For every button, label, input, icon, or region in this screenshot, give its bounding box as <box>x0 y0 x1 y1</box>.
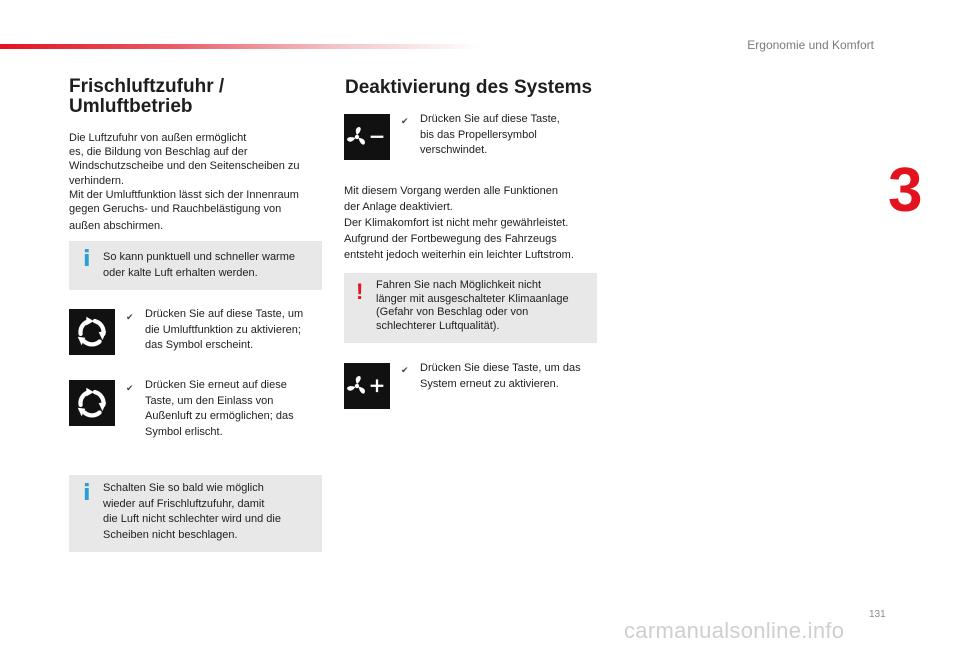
text-line: oder kalte Luft erhalten werden. <box>103 267 258 279</box>
info-box-quick-air <box>69 241 322 290</box>
recirculation-button-image <box>69 380 115 426</box>
text-line: Taste, um den Einlass von <box>145 394 274 407</box>
section-title-deactivation: Deaktivierung des Systems <box>345 77 593 98</box>
text-line: Drücken Sie erneut auf diese <box>145 379 287 391</box>
text-line: Schalten Sie so bald wie möglich <box>103 482 264 494</box>
intro-paragraph <box>69 131 329 233</box>
text-line: Drücken Sie diese Taste, um das <box>420 362 581 374</box>
text-line: Windschutzscheibe und den Seitenscheiben zu <box>69 160 300 173</box>
text-line: Scheiben nicht beschlagen. <box>103 528 238 541</box>
step-activate-recirculation <box>145 307 325 354</box>
text-line: Aufgrund der Fortbewegung des Fahrzeugs <box>344 233 557 245</box>
text-line: außen abschirmen. <box>69 220 164 233</box>
text-line: Außenluft zu ermöglichen; das <box>145 410 294 422</box>
air-recirculation-icon <box>73 384 111 422</box>
check-bullet-icon: ✔ <box>401 116 409 126</box>
step-deactivate <box>420 112 595 159</box>
step-outside-air <box>145 378 325 440</box>
watermark: carmanualsonline.info <box>624 618 845 643</box>
text-line: Mit diesem Vorgang werden alle Funktionen <box>344 185 559 197</box>
check-bullet-icon: ✔ <box>401 365 409 375</box>
fan-minus-icon <box>347 122 387 152</box>
check-bullet-icon: ✔ <box>126 312 134 322</box>
text-line: schlechterer Luftqualität). <box>376 319 500 332</box>
warning-box <box>344 273 597 343</box>
warning-exclamation-icon: ! <box>356 279 364 304</box>
text-line: Drücken Sie auf diese Taste, <box>420 113 560 125</box>
section-title-fresh-air <box>69 77 329 117</box>
info-icon: i <box>83 481 91 506</box>
text-line: wieder auf Frischluftzufuhr, damit <box>103 497 265 510</box>
text-line: die Umluftfunktion zu aktivieren; <box>145 323 301 336</box>
text-line: bis das Propellersymbol <box>420 128 537 141</box>
text-line: gegen Geruchs- und Rauchbelästigung von <box>69 203 282 216</box>
title-line: Umluftbetrieb <box>69 96 193 117</box>
top-accent-bar <box>0 44 480 49</box>
fan-plus-icon <box>347 371 387 401</box>
check-bullet-icon: ✔ <box>126 383 134 393</box>
recirculation-button-image <box>69 309 115 355</box>
fan-minus-button-image <box>344 114 390 160</box>
chapter-number: 3 <box>888 156 923 225</box>
text-line: Mit der Umluftfunktion lässt sich der Innenraum <box>69 188 299 201</box>
text-line: verschwindet. <box>420 144 488 156</box>
fan-plus-button-image <box>344 363 390 409</box>
info-icon: i <box>83 247 91 272</box>
air-recirculation-icon <box>73 313 111 351</box>
text-line: das Symbol erscheint. <box>145 339 254 351</box>
deactivation-paragraph <box>344 183 604 263</box>
text-line: (Gefahr von Beschlag oder von <box>376 306 529 318</box>
text-line: verhindern. <box>69 174 125 187</box>
title-line: Frischluftzufuhr / <box>69 76 225 97</box>
text-line: Die Luftzufuhr von außen ermöglicht <box>69 132 247 144</box>
text-line: Der Klimakomfort ist nicht mehr gewährleistet. <box>344 217 569 229</box>
section-header: Ergonomie und Komfort <box>747 38 874 52</box>
text-line: So kann punktuell und schneller warme <box>103 251 296 263</box>
text-line: länger mit ausgeschalteter Klimaanlage <box>376 292 569 305</box>
text-line: es, die Bildung von Beschlag auf der <box>69 146 248 159</box>
text-line: Fahren Sie nach Möglichkeit nicht <box>376 279 542 291</box>
text-line: die Luft nicht schlechter wird und die <box>103 513 281 525</box>
page-number: 131 <box>869 609 886 620</box>
text-line: Symbol erlischt. <box>145 425 223 438</box>
text-line: entsteht jedoch weiterhin ein leichter Luftstrom. <box>344 249 574 261</box>
step-reactivate <box>420 361 600 392</box>
text-line: System erneut zu aktivieren. <box>420 377 559 390</box>
text-line: Drücken Sie auf diese Taste, um <box>145 308 304 320</box>
info-box-fresh-air <box>69 475 322 552</box>
text-line: der Anlage deaktiviert. <box>344 201 453 213</box>
